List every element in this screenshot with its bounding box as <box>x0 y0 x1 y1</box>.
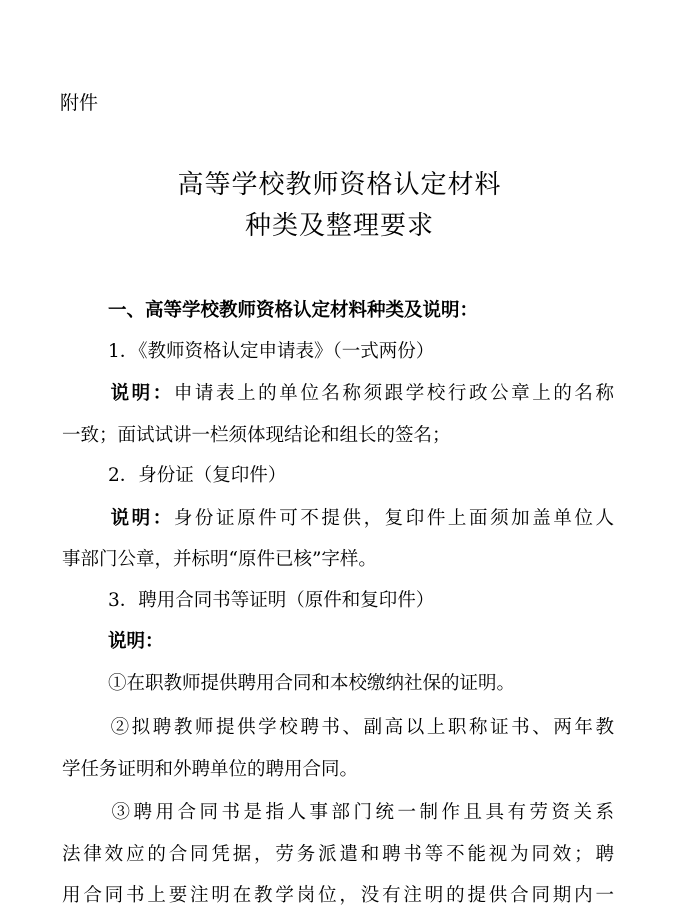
item-3-point-3-line-2: 法律效应的合同凭据，劳务派遣和聘书等不能视为同效；聘 <box>62 844 614 865</box>
item-3-point-3-line-1 <box>62 799 614 827</box>
item-3-note-label: 说明： <box>108 631 164 652</box>
attachment-label: 附件 <box>60 92 99 114</box>
item-1-note-label: 说明： <box>108 383 174 404</box>
item-3-point-2-line-1 <box>62 714 614 742</box>
item-2-note-label: 说明： <box>108 508 174 529</box>
item-1-note-text: 申请表上的单位名称须跟学校行政公章上的名称 <box>173 383 614 404</box>
item-3-point-2-text: ②拟聘教师提供学校聘书、副高以上职称证书、两年教 <box>108 717 614 738</box>
item-2-note-line-1 <box>62 505 614 533</box>
item-3-point-3-line-3: 用合同书上要注明在教学岗位，没有注明的提供合同期内一 <box>62 885 614 906</box>
item-1-title: 1．《教师资格认定申请表》（一式两份） <box>108 341 435 362</box>
item-1-note-line-2: 一致；面试试讲一栏须体现结论和组长的签名； <box>62 425 451 446</box>
item-3-point-1: ①在职教师提供聘用合同和本校缴纳社保的证明。 <box>108 673 516 694</box>
item-2-title: 2．身份证（复印件） <box>108 465 287 486</box>
item-2-note-text: 身份证原件可不提供，复印件上面须加盖单位人 <box>173 508 614 529</box>
item-3-title: 3．聘用合同书等证明（原件和复印件） <box>108 590 435 611</box>
document-title-line-1: 高等学校教师资格认定材料 <box>177 170 502 200</box>
item-1-note-line-1 <box>62 380 614 408</box>
section-heading: 一、高等学校教师资格认定材料种类及说明： <box>108 300 479 321</box>
item-2-note-line-2: 事部门公章，并标明“原件已核”字样。 <box>62 549 377 570</box>
document-title-line-2: 种类及整理要求 <box>244 211 434 241</box>
item-3-point-2-line-2: 学任务证明和外聘单位的聘用合同。 <box>62 759 359 780</box>
item-3-point-3-text: ③聘用合同书是指人事部门统一制作且具有劳资关系 <box>108 802 614 823</box>
